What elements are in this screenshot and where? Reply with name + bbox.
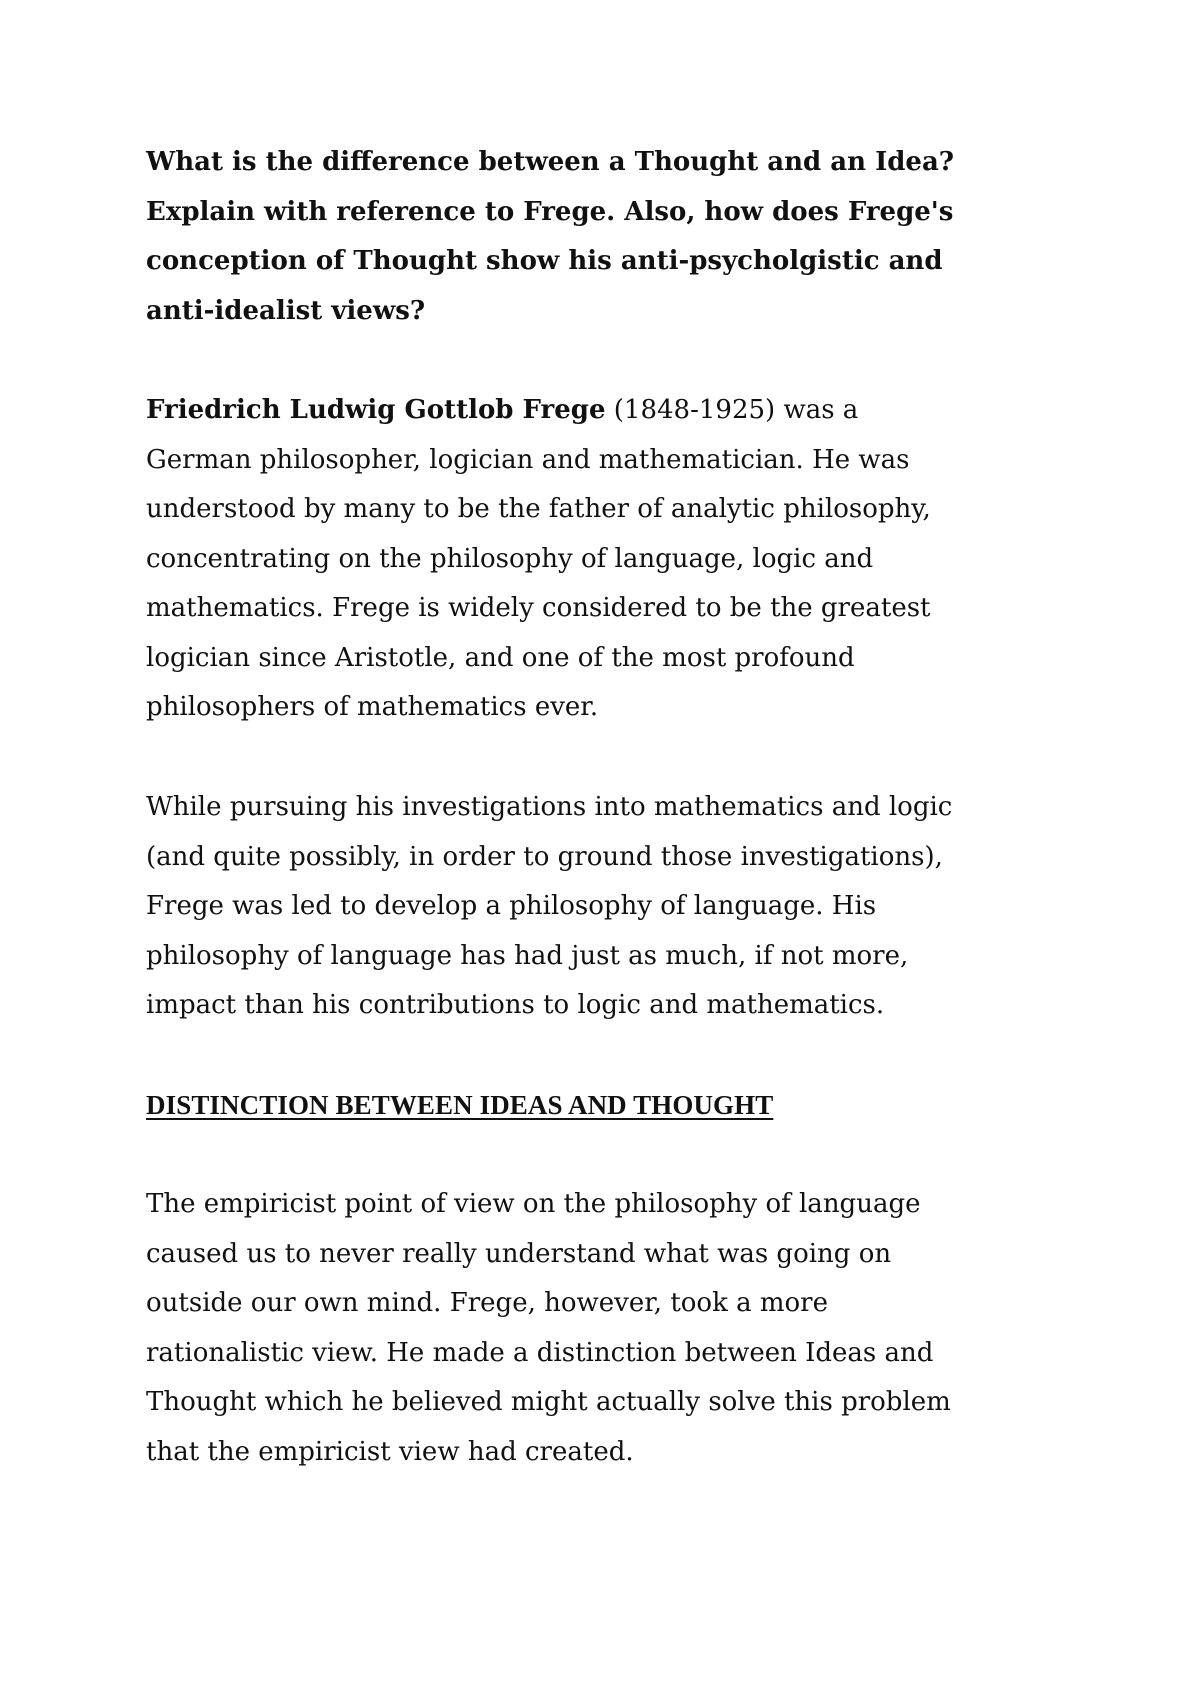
question-paragraph — [146, 138, 1046, 336]
pursuit-line: philosophy of language has had just as much, if not more, — [146, 940, 909, 971]
empiricist-line: rationalistic view. He made a distinction between Ideas and — [146, 1337, 934, 1368]
intro-paragraph — [146, 386, 1046, 733]
empiricist-line: outside our own mind. Frege, however, took a more — [146, 1288, 828, 1318]
empiricist-line: Thought which he believed might actually solve this problem — [146, 1387, 951, 1417]
pursuit-line: While pursuing his investigations into mathematics and logic — [146, 792, 953, 822]
frege-name: Friedrich Ludwig Gottlob Frege — [146, 395, 606, 425]
pursuit-paragraph — [146, 783, 1046, 1031]
empiricist-paragraph — [146, 1180, 1046, 1477]
pursuit-line: impact than his contributions to logic and mathematics. — [146, 990, 885, 1020]
question-line: conception of Thought show his anti-psycholgistic and — [146, 246, 943, 276]
pursuit-line: Frege was led to develop a philosophy of language. His — [146, 891, 877, 921]
intro-line: concentrating on the philosophy of language, logic and — [146, 543, 874, 574]
pursuit-line: (and quite possibly, in order to ground those investigations), — [146, 841, 943, 872]
empiricist-line: caused us to never really understand what was going on — [146, 1238, 892, 1269]
question-line: Explain with reference to Frege. Also, how does Frege's — [146, 196, 954, 227]
empiricist-line: that the empiricist view had created. — [146, 1436, 634, 1467]
intro-first-line-rest: (1848-1925) was a — [605, 395, 859, 425]
intro-first-line — [146, 386, 1046, 436]
question-line: anti-idealist views? — [146, 295, 426, 326]
section-heading: DISTINCTION BETWEEN IDEAS AND THOUGHT — [146, 1090, 774, 1120]
intro-line: German philosopher, logician and mathematician. He was — [146, 444, 910, 475]
intro-line: understood by many to be the father of analytic philosophy, — [146, 494, 931, 524]
empiricist-line: The empiricist point of view on the philosophy of language — [146, 1189, 921, 1219]
intro-line: logician since Aristotle, and one of the most profound — [146, 642, 855, 673]
question-line: What is the difference between a Thought and an Idea? — [146, 147, 955, 177]
section-heading-block — [146, 1081, 1046, 1131]
intro-line: philosophers of mathematics ever. — [146, 692, 599, 722]
intro-line: mathematics. Frege is widely considered to be the greatest — [146, 593, 931, 623]
